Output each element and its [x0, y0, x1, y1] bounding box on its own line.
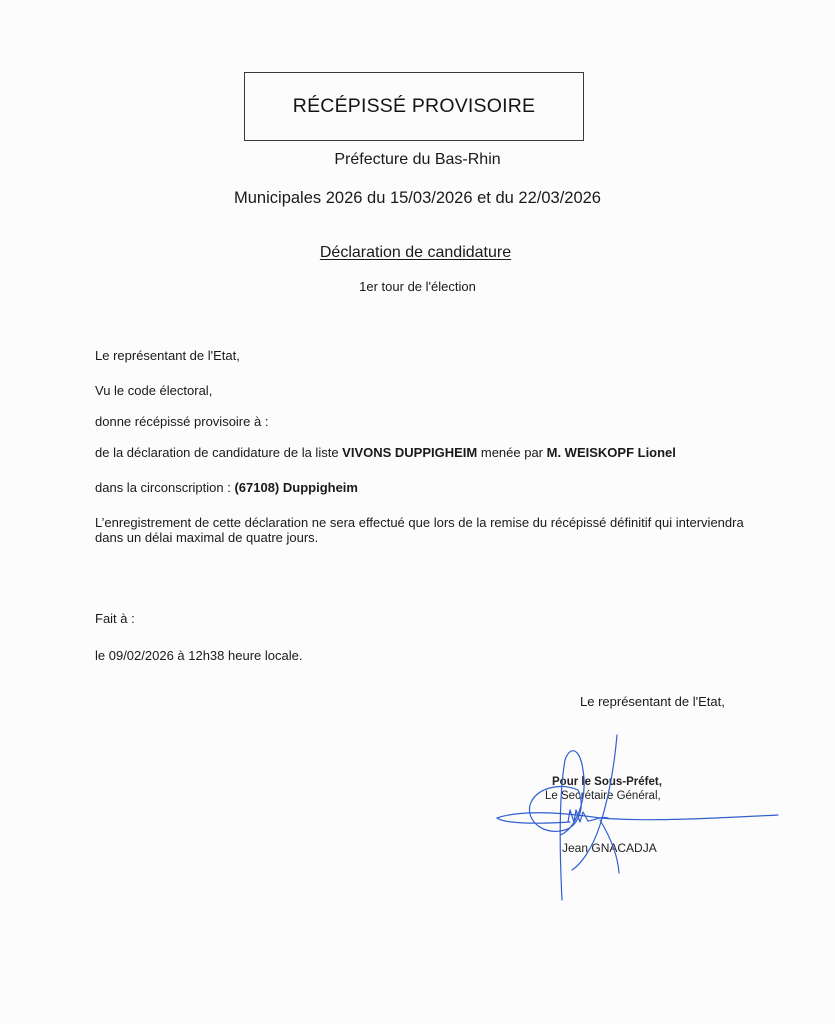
constituency-prefix: dans la circonscription : [95, 480, 235, 495]
electoral-code-line: Vu le code électoral, [95, 383, 213, 398]
signature-strokes [497, 735, 778, 900]
document-title: RÉCÉPISSÉ PROVISOIRE [292, 95, 536, 117]
declaration-prefix: de la déclaration de candidature de la liste [95, 445, 343, 460]
receipt-line: donne récépissé provisoire à : [95, 414, 269, 429]
constituency-value: (67108) Duppigheim [234, 480, 358, 495]
stamp-line-2: Le Secrétaire Général, [545, 790, 661, 802]
stamp-line-1: Pour le Sous-Préfet, [552, 776, 662, 788]
list-name: VIVONS DUPPIGHEIM [342, 445, 478, 460]
election-round: 1er tour de l'élection [359, 279, 476, 294]
election-title: Municipales 2026 du 15/03/2026 et du 22/03/2026 [234, 189, 601, 207]
constituency-line [95, 480, 358, 496]
signature-role-heading: Le représentant de l'Etat, [580, 694, 725, 709]
section-heading [0, 244, 833, 262]
prefecture-name: Préfecture du Bas-Rhin [334, 151, 501, 168]
registration-notice: L’enregistrement de cette déclaration ne sera effectué que lors de la remise du récépissé définitif qui interviendra dans un délai maximal de quatre jours. [95, 515, 744, 545]
declaration-line [95, 445, 676, 461]
date-line: le 09/02/2026 à 12h38 heure locale. [95, 648, 303, 663]
representative-line: Le représentant de l'Etat, [95, 348, 240, 363]
signatory-name: Jean GNACADJA [562, 841, 657, 855]
section-heading-text: Déclaration de candidature [319, 244, 512, 261]
declaration-middle: menée par [477, 445, 547, 460]
signature-stamp [545, 775, 662, 803]
place-label: Fait à : [95, 611, 135, 626]
title-box [244, 72, 584, 141]
head-of-list: M. WEISKOPF Lionel [546, 445, 676, 460]
